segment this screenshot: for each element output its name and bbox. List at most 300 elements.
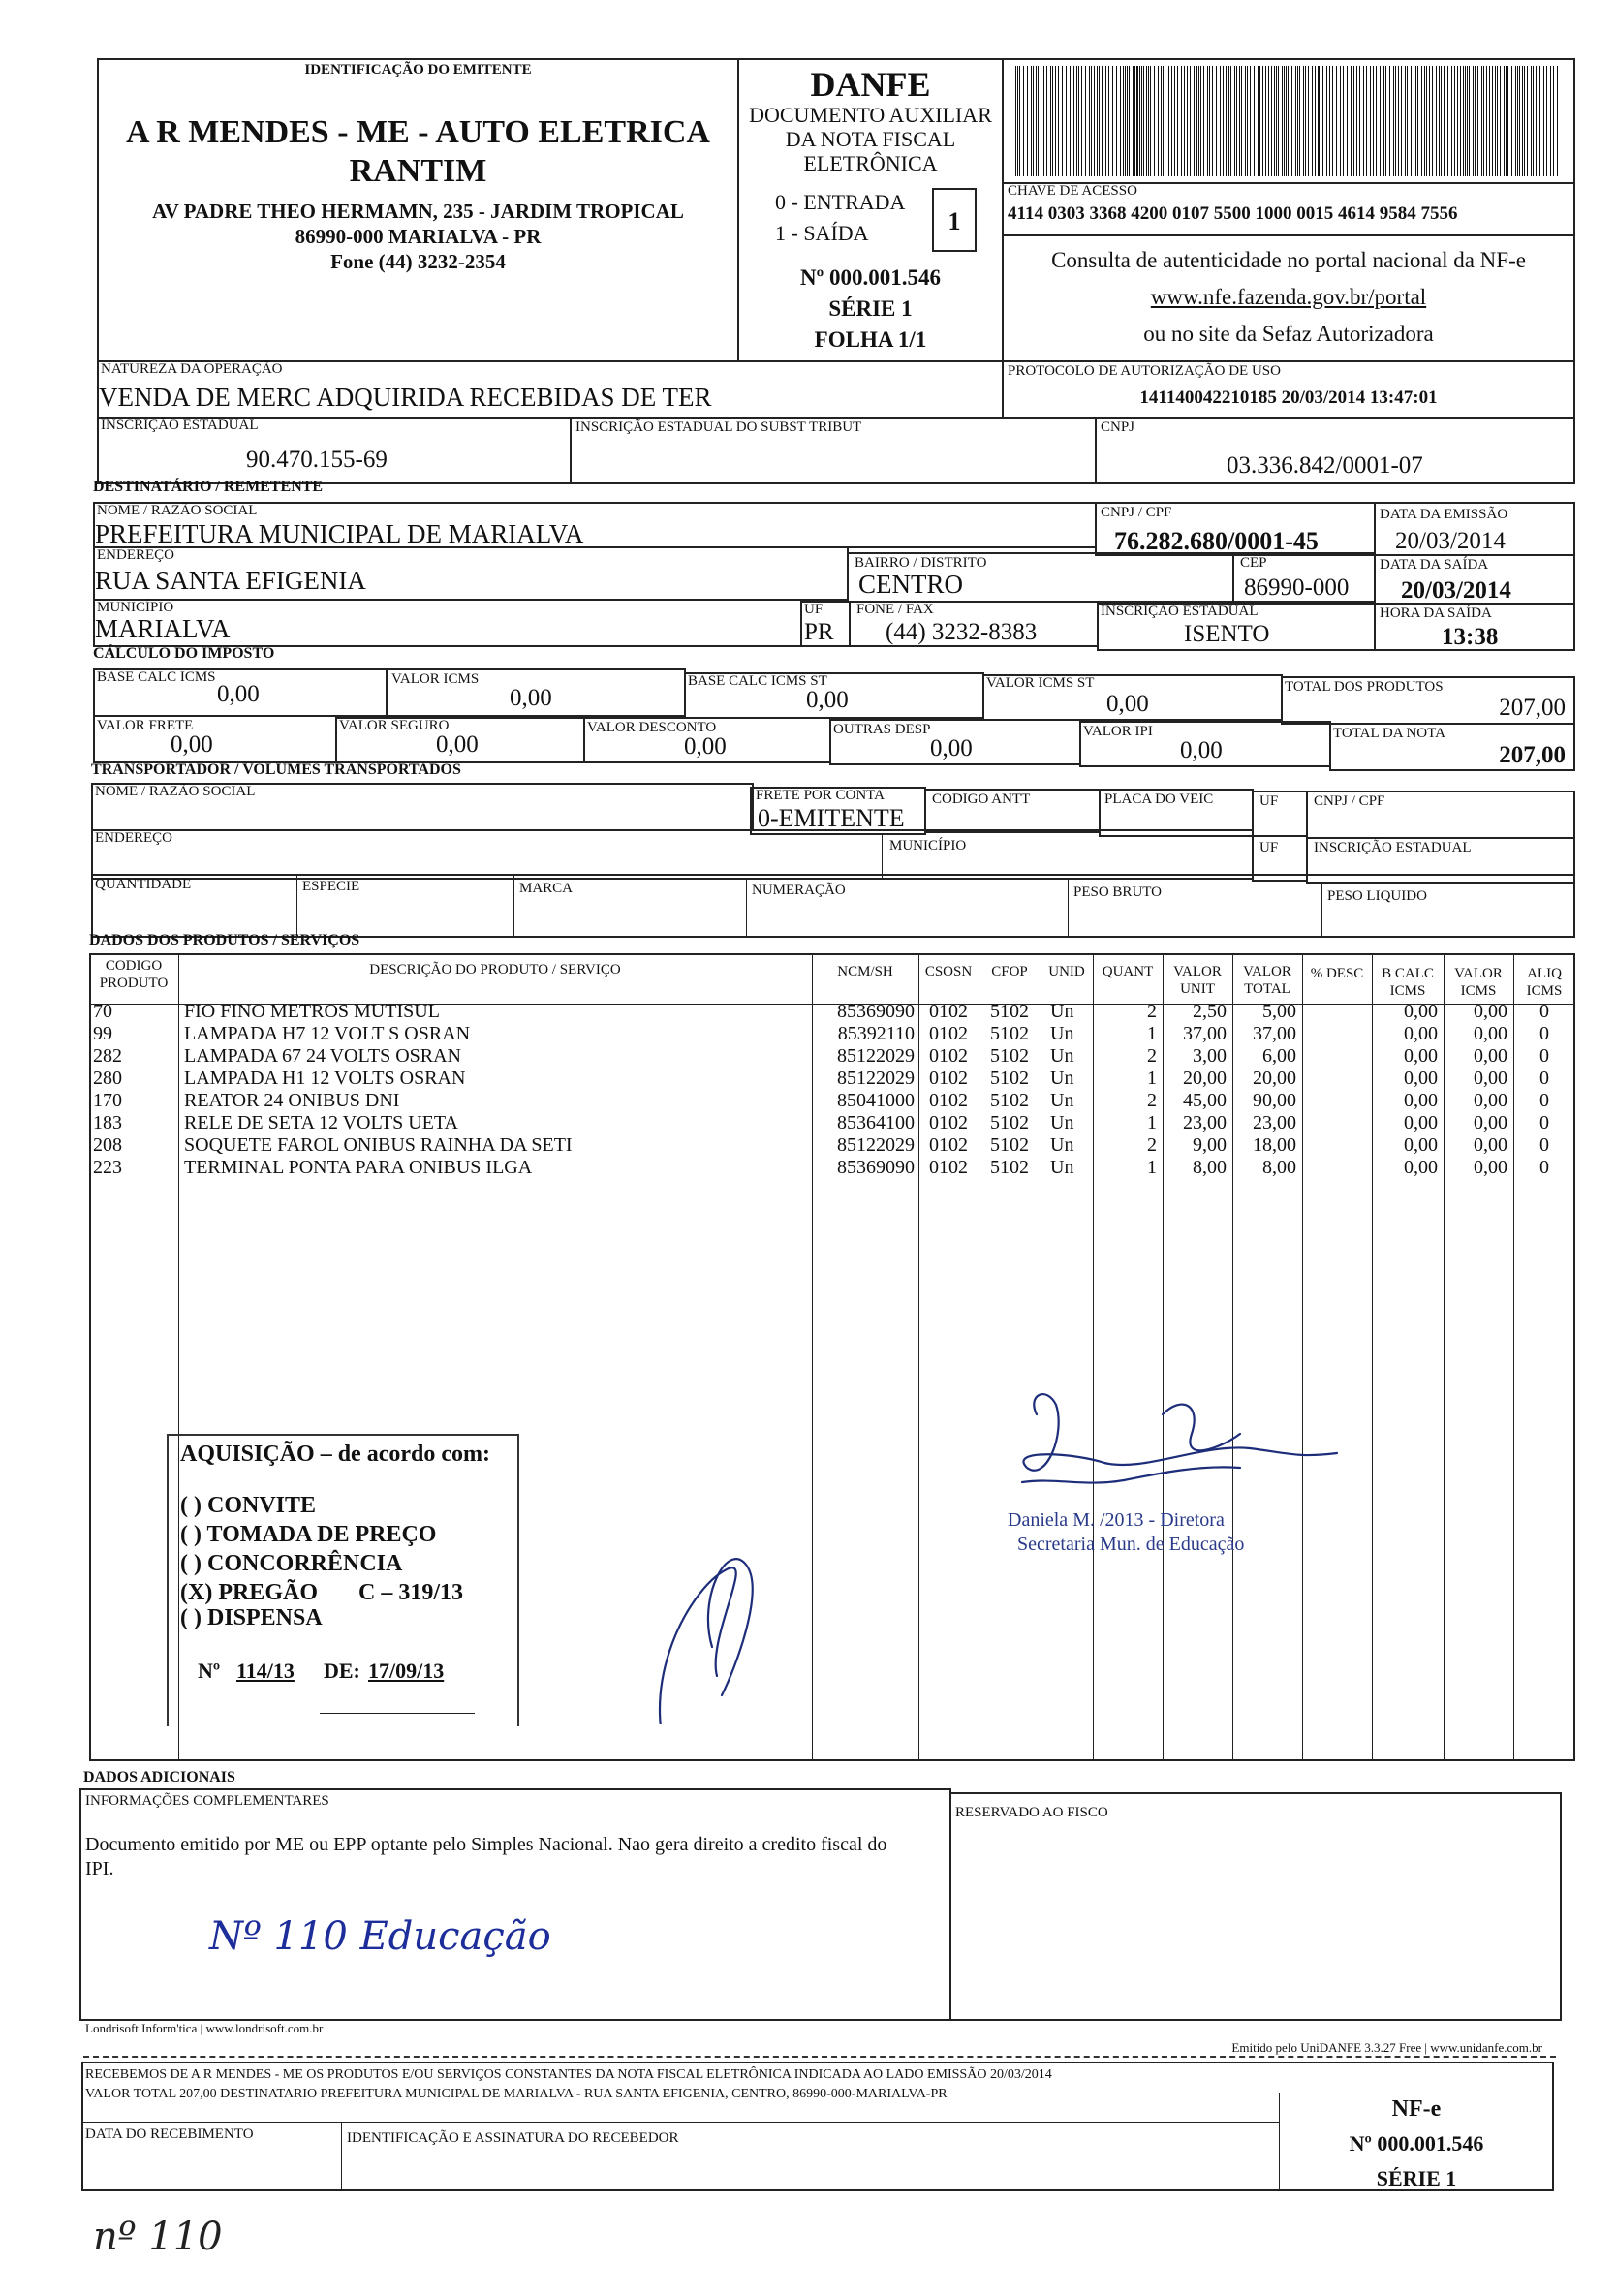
barcode-bar [1527, 66, 1528, 176]
barcode-bar [1536, 66, 1537, 176]
seguro-label: VALOR SEGURO [339, 718, 450, 733]
product-codigo: 99 [93, 1023, 112, 1044]
barcode-bar [1282, 66, 1283, 176]
hdr-vicms1: VALOR [1454, 966, 1503, 981]
barcode-bar [1038, 66, 1039, 176]
adicionais-section: DADOS ADICIONAIS [83, 1769, 235, 1785]
barcode-bar [1343, 66, 1344, 176]
barcode-bar [1015, 66, 1016, 176]
base-st-value: 0,00 [806, 687, 849, 713]
consulta-text: Consulta de autenticidade no portal nacional da NF-e [1051, 248, 1526, 272]
info-handwritten: Nº 110 Educação [209, 1914, 551, 1959]
hdr-aliq1: ALIQ [1527, 966, 1562, 981]
dest-uf-value: PR [804, 619, 834, 645]
barcode-bar [1329, 66, 1330, 176]
hdr-desc: % DESC [1310, 966, 1364, 981]
barcode-bar [1297, 66, 1298, 176]
product-vunit: 45,00 [1183, 1090, 1227, 1111]
volumes-div-5 [1321, 882, 1322, 938]
volumes-qtd-label: QUANTIDADE [95, 877, 192, 892]
hdr-bcalc2: ICMS [1389, 983, 1426, 999]
product-ncm: 85122029 [837, 1134, 915, 1156]
product-descricao: REATOR 24 ONIBUS DNI [184, 1090, 400, 1111]
dest-emissao-label: DATA DA EMISSÃO [1380, 507, 1508, 522]
dest-endereco-value: RUA SANTA EFIGENIA [95, 566, 366, 595]
barcode-bar [1141, 66, 1142, 176]
barcode-bar [1447, 66, 1448, 176]
handwritten-signatures [620, 1356, 1356, 1724]
barcode-bar [1439, 66, 1440, 176]
barcode-bar [1303, 66, 1304, 176]
aquisicao-num-label: Nº [198, 1659, 221, 1683]
barcode-bar [1457, 66, 1458, 176]
ie-label: INSCRIÇÃO ESTADUAL [101, 418, 259, 433]
frete-value: 0,00 [171, 731, 213, 758]
barcode-bar [1250, 66, 1251, 176]
barcode-bar [1268, 66, 1269, 176]
barcode-bar [1500, 66, 1501, 176]
barcode-bar [1031, 66, 1032, 176]
transp-uf2-label: UF [1259, 840, 1279, 855]
transporte-section: TRANSPORTADOR / VOLUMES TRANSPORTADOS [91, 761, 461, 778]
transp-nome-label: NOME / RAZÃO SOCIAL [95, 784, 256, 799]
barcode-bar [1467, 66, 1468, 176]
product-codigo: 170 [93, 1090, 122, 1111]
product-cfop: 5102 [990, 1134, 1029, 1156]
volumes-div-1 [296, 874, 297, 938]
dest-cnpj-value: 76.282.680/0001-45 [1114, 527, 1319, 555]
product-quant: 1 [1147, 1157, 1157, 1178]
barcode-bar [1326, 66, 1327, 176]
cnpj-emit-label: CNPJ [1101, 419, 1135, 435]
aquisicao-convite: ( ) CONVITE [180, 1493, 317, 1518]
barcode-bar [1228, 66, 1229, 176]
barcode-bar [1143, 66, 1144, 176]
product-csosn: 0102 [929, 1068, 968, 1089]
barcode-bar [1076, 66, 1077, 176]
hdr-aliq2: ICMS [1526, 983, 1563, 999]
aquisicao-num: 114/13 [236, 1659, 295, 1683]
barcode-bar [1116, 66, 1117, 176]
info-label: INFORMAÇÕES COMPLEMENTARES [85, 1793, 329, 1809]
company-city: 86990-000 MARIALVA - PR [295, 225, 542, 248]
aquisicao-tomada: ( ) TOMADA DE PREÇO [180, 1522, 437, 1547]
product-unid: Un [1050, 1045, 1074, 1067]
barcode-bar [1050, 66, 1051, 176]
barcode-bar [1477, 66, 1478, 176]
barcode-bar [1190, 66, 1191, 176]
product-aliq: 0 [1539, 1112, 1549, 1133]
hdr-quant: QUANT [1102, 964, 1154, 979]
aquisicao-pregao-num: C – 319/13 [358, 1580, 463, 1605]
product-descricao: FIO FINO METROS MUTISUL [184, 1001, 440, 1022]
outras-label: OUTRAS DESP [833, 722, 931, 737]
product-vicms: 0,00 [1474, 1068, 1507, 1089]
danfe-subtitle-3: ELETRÔNICA [803, 151, 938, 175]
product-aliq: 0 [1539, 1045, 1549, 1067]
product-csosn: 0102 [929, 1112, 968, 1133]
product-quant: 1 [1147, 1068, 1157, 1089]
barcode-bar [1245, 66, 1246, 176]
product-ncm: 85392110 [837, 1023, 915, 1044]
product-unid: Un [1050, 1157, 1074, 1178]
barcode-bar [1161, 66, 1162, 176]
canhoto-serie: SÉRIE 1 [1376, 2166, 1457, 2190]
barcode-bar [1380, 66, 1381, 176]
dest-uf-label: UF [804, 602, 824, 617]
hdr-csosn: CSOSN [924, 964, 973, 979]
product-vicms: 0,00 [1474, 1045, 1507, 1067]
dest-emissao-value: 20/03/2014 [1395, 528, 1506, 554]
barcode-bar [1332, 66, 1333, 176]
barcode-bar [1546, 66, 1547, 176]
hdr-cfop: CFOP [991, 964, 1028, 979]
canhoto-line1: RECEBEMOS DE A R MENDES - ME OS PRODUTOS E/OU SERVIÇOS CONSTANTES DA NOTA FISCAL ELETRÔNICA INDICADA AO LADO EMISSÃO 20/03/2014 [85, 2067, 1052, 2082]
product-vtotal: 6,00 [1262, 1045, 1296, 1067]
hdr-unid: UNID [1048, 964, 1085, 979]
transp-frete-label: FRETE POR CONTA [756, 788, 885, 803]
barcode-bar [1276, 66, 1277, 176]
barcode-bar [1102, 66, 1103, 176]
frete-label: VALOR FRETE [97, 718, 194, 733]
barcode-bar [1019, 66, 1020, 176]
barcode-bar [1286, 66, 1287, 176]
barcode-bar [1066, 66, 1067, 176]
barcode-bar [1483, 66, 1484, 176]
dest-cep-label: CEP [1240, 555, 1267, 571]
barcode-bar [1432, 66, 1433, 176]
outras-value: 0,00 [930, 735, 973, 761]
natureza-value: VENDA DE MERC ADQUIRIDA RECEBIDAS DE TER [99, 383, 712, 412]
barcode-bar [1550, 66, 1551, 176]
barcode-bar [1212, 66, 1213, 176]
sig-stamp-line1: Daniela M. /2013 - Diretora [1008, 1509, 1225, 1531]
info-box [79, 1788, 951, 2021]
barcode-bar [1557, 66, 1558, 176]
barcode-bar [1230, 66, 1231, 176]
product-bcalc: 0,00 [1404, 1001, 1438, 1022]
product-vunit: 9,00 [1193, 1134, 1227, 1156]
product-descricao: LAMPADA 67 24 VOLTS OSRAN [184, 1045, 461, 1067]
footer-handwritten: nº 110 [93, 2215, 223, 2259]
volumes-numeracao-label: NUMERAÇÃO [752, 883, 846, 898]
barcode-bar [1533, 66, 1534, 176]
product-codigo: 70 [93, 1001, 112, 1022]
barcode-bar [1553, 66, 1554, 176]
barcode-bar [1194, 66, 1195, 176]
hdr-vtotal2: TOTAL [1244, 981, 1290, 997]
nota-folha: FOLHA 1/1 [814, 327, 927, 352]
product-codigo: 282 [93, 1045, 122, 1067]
product-vtotal: 37,00 [1253, 1023, 1296, 1044]
transp-endereco-box [91, 829, 1254, 880]
product-csosn: 0102 [929, 1157, 968, 1178]
product-ncm: 85041000 [837, 1090, 915, 1111]
barcode-bar [1517, 66, 1518, 176]
barcode-bar [1376, 66, 1377, 176]
barcode-bar [1258, 66, 1259, 176]
hdr-codigo1: CODIGO [105, 958, 163, 974]
product-quant: 1 [1147, 1023, 1157, 1044]
product-vunit: 2,50 [1193, 1001, 1227, 1022]
barcode-bar [1429, 66, 1430, 176]
product-vicms: 0,00 [1474, 1023, 1507, 1044]
barcode-bar [1531, 66, 1532, 176]
consulta-url[interactable]: www.nfe.fazenda.gov.br/portal [1150, 285, 1427, 309]
barcode-bar [1023, 66, 1024, 176]
product-cfop: 5102 [990, 1023, 1029, 1044]
barcode-bar [1271, 66, 1272, 176]
barcode-bar [1363, 66, 1364, 176]
barcode-bar [1181, 66, 1182, 176]
seguro-value: 0,00 [436, 731, 479, 758]
barcode-bar [1465, 66, 1466, 176]
barcode-bar [1421, 66, 1422, 176]
barcode-bar [1353, 66, 1354, 176]
product-descricao: RELE DE SETA 12 VOLTS UETA [184, 1112, 458, 1133]
barcode-bar [1241, 66, 1242, 176]
canhoto-divider [81, 2122, 1279, 2123]
total-produtos-value: 207,00 [1499, 695, 1566, 721]
barcode-bar [1043, 66, 1044, 176]
barcode-bar [1389, 66, 1390, 176]
volumes-marca-label: MARCA [519, 881, 574, 896]
danfe-title: DANFE [810, 65, 931, 104]
product-vunit: 23,00 [1183, 1112, 1227, 1133]
barcode-bar [1198, 66, 1199, 176]
dest-municipio-label: MUNICÍPIO [97, 600, 174, 615]
product-vtotal: 18,00 [1253, 1134, 1296, 1156]
barcode-bar [1515, 66, 1516, 176]
ipi-value: 0,00 [1180, 737, 1223, 763]
barcode-bar [1506, 66, 1507, 176]
barcode-bar [1097, 66, 1098, 176]
volumes-especie-label: ESPECIE [302, 879, 360, 894]
product-vicms: 0,00 [1474, 1001, 1507, 1022]
product-descricao: LAMPADA H7 12 VOLT S OSRAN [184, 1023, 471, 1044]
ipi-label: VALOR IPI [1083, 724, 1153, 739]
company-address: AV PADRE THEO HERMAMN, 235 - JARDIM TROPICAL [152, 200, 684, 223]
chave-label: CHAVE DE ACESSO [1008, 183, 1137, 199]
product-vunit: 3,00 [1193, 1045, 1227, 1067]
chave-acesso: 4114 0303 3368 4200 0107 5500 1000 0015 4614 9584 7556 [1008, 203, 1458, 224]
product-aliq: 0 [1539, 1157, 1549, 1178]
dest-cep-value: 86990-000 [1244, 574, 1350, 601]
barcode-bar [1393, 66, 1394, 176]
volumes-div-4 [1068, 880, 1069, 938]
barcode-bar [1062, 66, 1063, 176]
product-ncm: 85364100 [837, 1112, 915, 1133]
product-ncm: 85122029 [837, 1045, 915, 1067]
barcode-bar [1099, 66, 1100, 176]
product-unid: Un [1050, 1090, 1074, 1111]
barcode-bar [1171, 66, 1172, 176]
company-name-line2: RANTIM [349, 153, 487, 189]
product-cfop: 5102 [990, 1068, 1029, 1089]
product-ncm: 85369090 [837, 1157, 915, 1178]
barcode-bar [1366, 66, 1367, 176]
barcode-bar [1454, 66, 1455, 176]
barcode-bar [1158, 66, 1159, 176]
barcode-bar [1265, 66, 1266, 176]
natureza-label: NATUREZA DA OPERAÇÃO [101, 361, 283, 377]
product-descricao: SOQUETE FAROL ONIBUS RAINHA DA SETI [184, 1134, 573, 1156]
barcode-bar [1351, 66, 1352, 176]
product-bcalc: 0,00 [1404, 1112, 1438, 1133]
volumes-bruto-label: PESO BRUTO [1073, 884, 1162, 900]
dest-hora-value: 13:38 [1442, 624, 1499, 650]
barcode-bar [1340, 66, 1341, 176]
barcode-bar [1105, 66, 1106, 176]
product-aliq: 0 [1539, 1023, 1549, 1044]
barcode-bar [1033, 66, 1034, 176]
barcode-bar [1469, 66, 1470, 176]
barcode-bar [1495, 66, 1496, 176]
volumes-div-3 [746, 878, 747, 938]
barcode-bar [1085, 66, 1086, 176]
hdr-vunit2: UNIT [1180, 981, 1215, 997]
barcode-bar [1278, 66, 1279, 176]
hdr-ncm: NCM/SH [837, 964, 893, 979]
barcode-bar [1356, 66, 1357, 176]
product-vtotal: 90,00 [1253, 1090, 1296, 1111]
desconto-label: VALOR DESCONTO [587, 720, 717, 735]
info-text: Documento emitido por ME ou EPP optante pelo Simples Nacional. Nao gera direito a credito fiscal do IPI. [85, 1834, 887, 1879]
entrada-option: 0 - ENTRADA [775, 190, 906, 214]
volumes-div-2 [513, 876, 514, 938]
nota-serie: SÉRIE 1 [828, 296, 913, 321]
barcode-bar [1370, 66, 1371, 176]
product-quant: 1 [1147, 1112, 1157, 1133]
dest-fone-label: FONE / FAX [856, 602, 934, 617]
product-vicms: 0,00 [1474, 1134, 1507, 1156]
barcode-bar [1209, 66, 1210, 176]
valor-st-label: VALOR ICMS ST [986, 675, 1095, 691]
dest-cnpj-label: CNPJ / CPF [1101, 505, 1172, 520]
barcode-bar [1127, 66, 1128, 176]
product-vtotal: 5,00 [1262, 1001, 1296, 1022]
dest-bairro-label: BAIRRO / DISTRITO [855, 555, 987, 571]
transp-municipio-label: MUNICÍPIO [889, 838, 967, 853]
barcode-bar [1322, 66, 1323, 176]
product-bcalc: 0,00 [1404, 1157, 1438, 1178]
barcode-bar [1543, 66, 1544, 176]
barcode-bar [1405, 66, 1406, 176]
base-icms-label: BASE CALC ICMS [97, 669, 216, 685]
barcode-bar [1125, 66, 1126, 176]
software-right: Emitido pelo UniDANFE 3.3.27 Free | www.unidanfe.com.br [1231, 2040, 1542, 2055]
product-quant: 2 [1147, 1045, 1157, 1067]
product-ncm: 85122029 [837, 1068, 915, 1089]
product-vicms: 0,00 [1474, 1090, 1507, 1111]
barcode-bar [1148, 66, 1149, 176]
barcode-bar [1247, 66, 1248, 176]
barcode-bar [1395, 66, 1396, 176]
barcode-bar [1444, 66, 1445, 176]
produtos-section: DADOS DOS PRODUTOS / SERVIÇOS [89, 932, 360, 948]
barcode-bar [1146, 66, 1147, 176]
product-csosn: 0102 [929, 1045, 968, 1067]
barcode-bar [1398, 66, 1399, 176]
aquisicao-pregao: (X) PREGÃO [180, 1580, 318, 1605]
barcode-bar [1239, 66, 1240, 176]
product-unid: Un [1050, 1134, 1074, 1156]
base-st-label: BASE CALC ICMS ST [688, 673, 827, 689]
barcode-bar [1347, 66, 1348, 176]
barcode-bar [1504, 66, 1505, 176]
barcode-bar [1223, 66, 1224, 176]
barcode-bar [1305, 66, 1306, 176]
barcode-bar [1236, 66, 1237, 176]
barcode-bar [1058, 66, 1059, 176]
destinatario-section: DESTINATÁRIO / REMETENTE [93, 479, 324, 495]
product-descricao: LAMPADA H1 12 VOLTS OSRAN [184, 1068, 466, 1089]
canhoto-line2: VALOR TOTAL 207,00 DESTINATARIO PREFEITURA MUNICIPAL DE MARIALVA - RUA SANTA EFIGENIA, CENTRO, 86990-000-MARIALVA-PR [85, 2087, 948, 2101]
barcode-bar [1094, 66, 1095, 176]
barcode-bar [1274, 66, 1275, 176]
transp-placa-label: PLACA DO VEIC [1104, 791, 1214, 807]
product-aliq: 0 [1539, 1090, 1549, 1111]
barcode-bar [1234, 66, 1235, 176]
barcode-bar [1481, 66, 1482, 176]
hdr-vtotal1: VALOR [1243, 964, 1291, 979]
hdr-vunit1: VALOR [1173, 964, 1222, 979]
product-aliq: 0 [1539, 1134, 1549, 1156]
barcode-bar [1359, 66, 1360, 176]
product-cfop: 5102 [990, 1090, 1029, 1111]
barcode-bar [1168, 66, 1169, 176]
barcode-bar [1463, 66, 1464, 176]
barcode-bar [1203, 66, 1204, 176]
barcode-bar [1120, 66, 1121, 176]
barcode-bar [1336, 66, 1337, 176]
product-vicms: 0,00 [1474, 1112, 1507, 1133]
product-descricao: TERMINAL PONTA PARA ONIBUS ILGA [184, 1157, 533, 1178]
barcode-bar [1451, 66, 1452, 176]
transp-cnpj-label: CNPJ / CPF [1314, 793, 1385, 809]
dest-saida-label: DATA DA SAÍDA [1380, 557, 1489, 573]
transp-endereco-label: ENDEREÇO [95, 830, 172, 846]
product-quant: 2 [1147, 1090, 1157, 1111]
barcode-bar [1426, 66, 1427, 176]
barcode-bar [1497, 66, 1498, 176]
product-csosn: 0102 [929, 1023, 968, 1044]
product-csosn: 0102 [929, 1090, 968, 1111]
valor-st-value: 0,00 [1106, 691, 1149, 717]
barcode-bar [1524, 66, 1525, 176]
software-left: Londrisoft Inform'tica | www.londrisoft.com.br [85, 2021, 324, 2035]
product-bcalc: 0,00 [1404, 1068, 1438, 1089]
barcode-bar [1460, 66, 1461, 176]
barcode-bar [1291, 66, 1292, 176]
barcode-bar [1184, 66, 1185, 176]
product-cfop: 5102 [990, 1157, 1029, 1178]
barcode-bar [1052, 66, 1053, 176]
product-quant: 2 [1147, 1001, 1157, 1022]
product-codigo: 223 [93, 1157, 122, 1178]
product-unid: Un [1050, 1001, 1074, 1022]
barcode-bar [1129, 66, 1130, 176]
barcode-bar [1163, 66, 1164, 176]
dest-bairro-value: CENTRO [858, 570, 963, 599]
product-cfop: 5102 [990, 1001, 1029, 1022]
barcode-bar [1259, 66, 1260, 176]
company-name-line1: A R MENDES - ME - AUTO ELETRICA [126, 114, 710, 150]
barcode-bar [1492, 66, 1493, 176]
protocolo-label: PROTOCOLO DE AUTORIZAÇÃO DE USO [1008, 363, 1281, 379]
consulta-sefaz: ou no site da Sefaz Autorizadora [1143, 322, 1434, 346]
danfe-subtitle-1: DOCUMENTO AUXILIAR [749, 103, 992, 127]
